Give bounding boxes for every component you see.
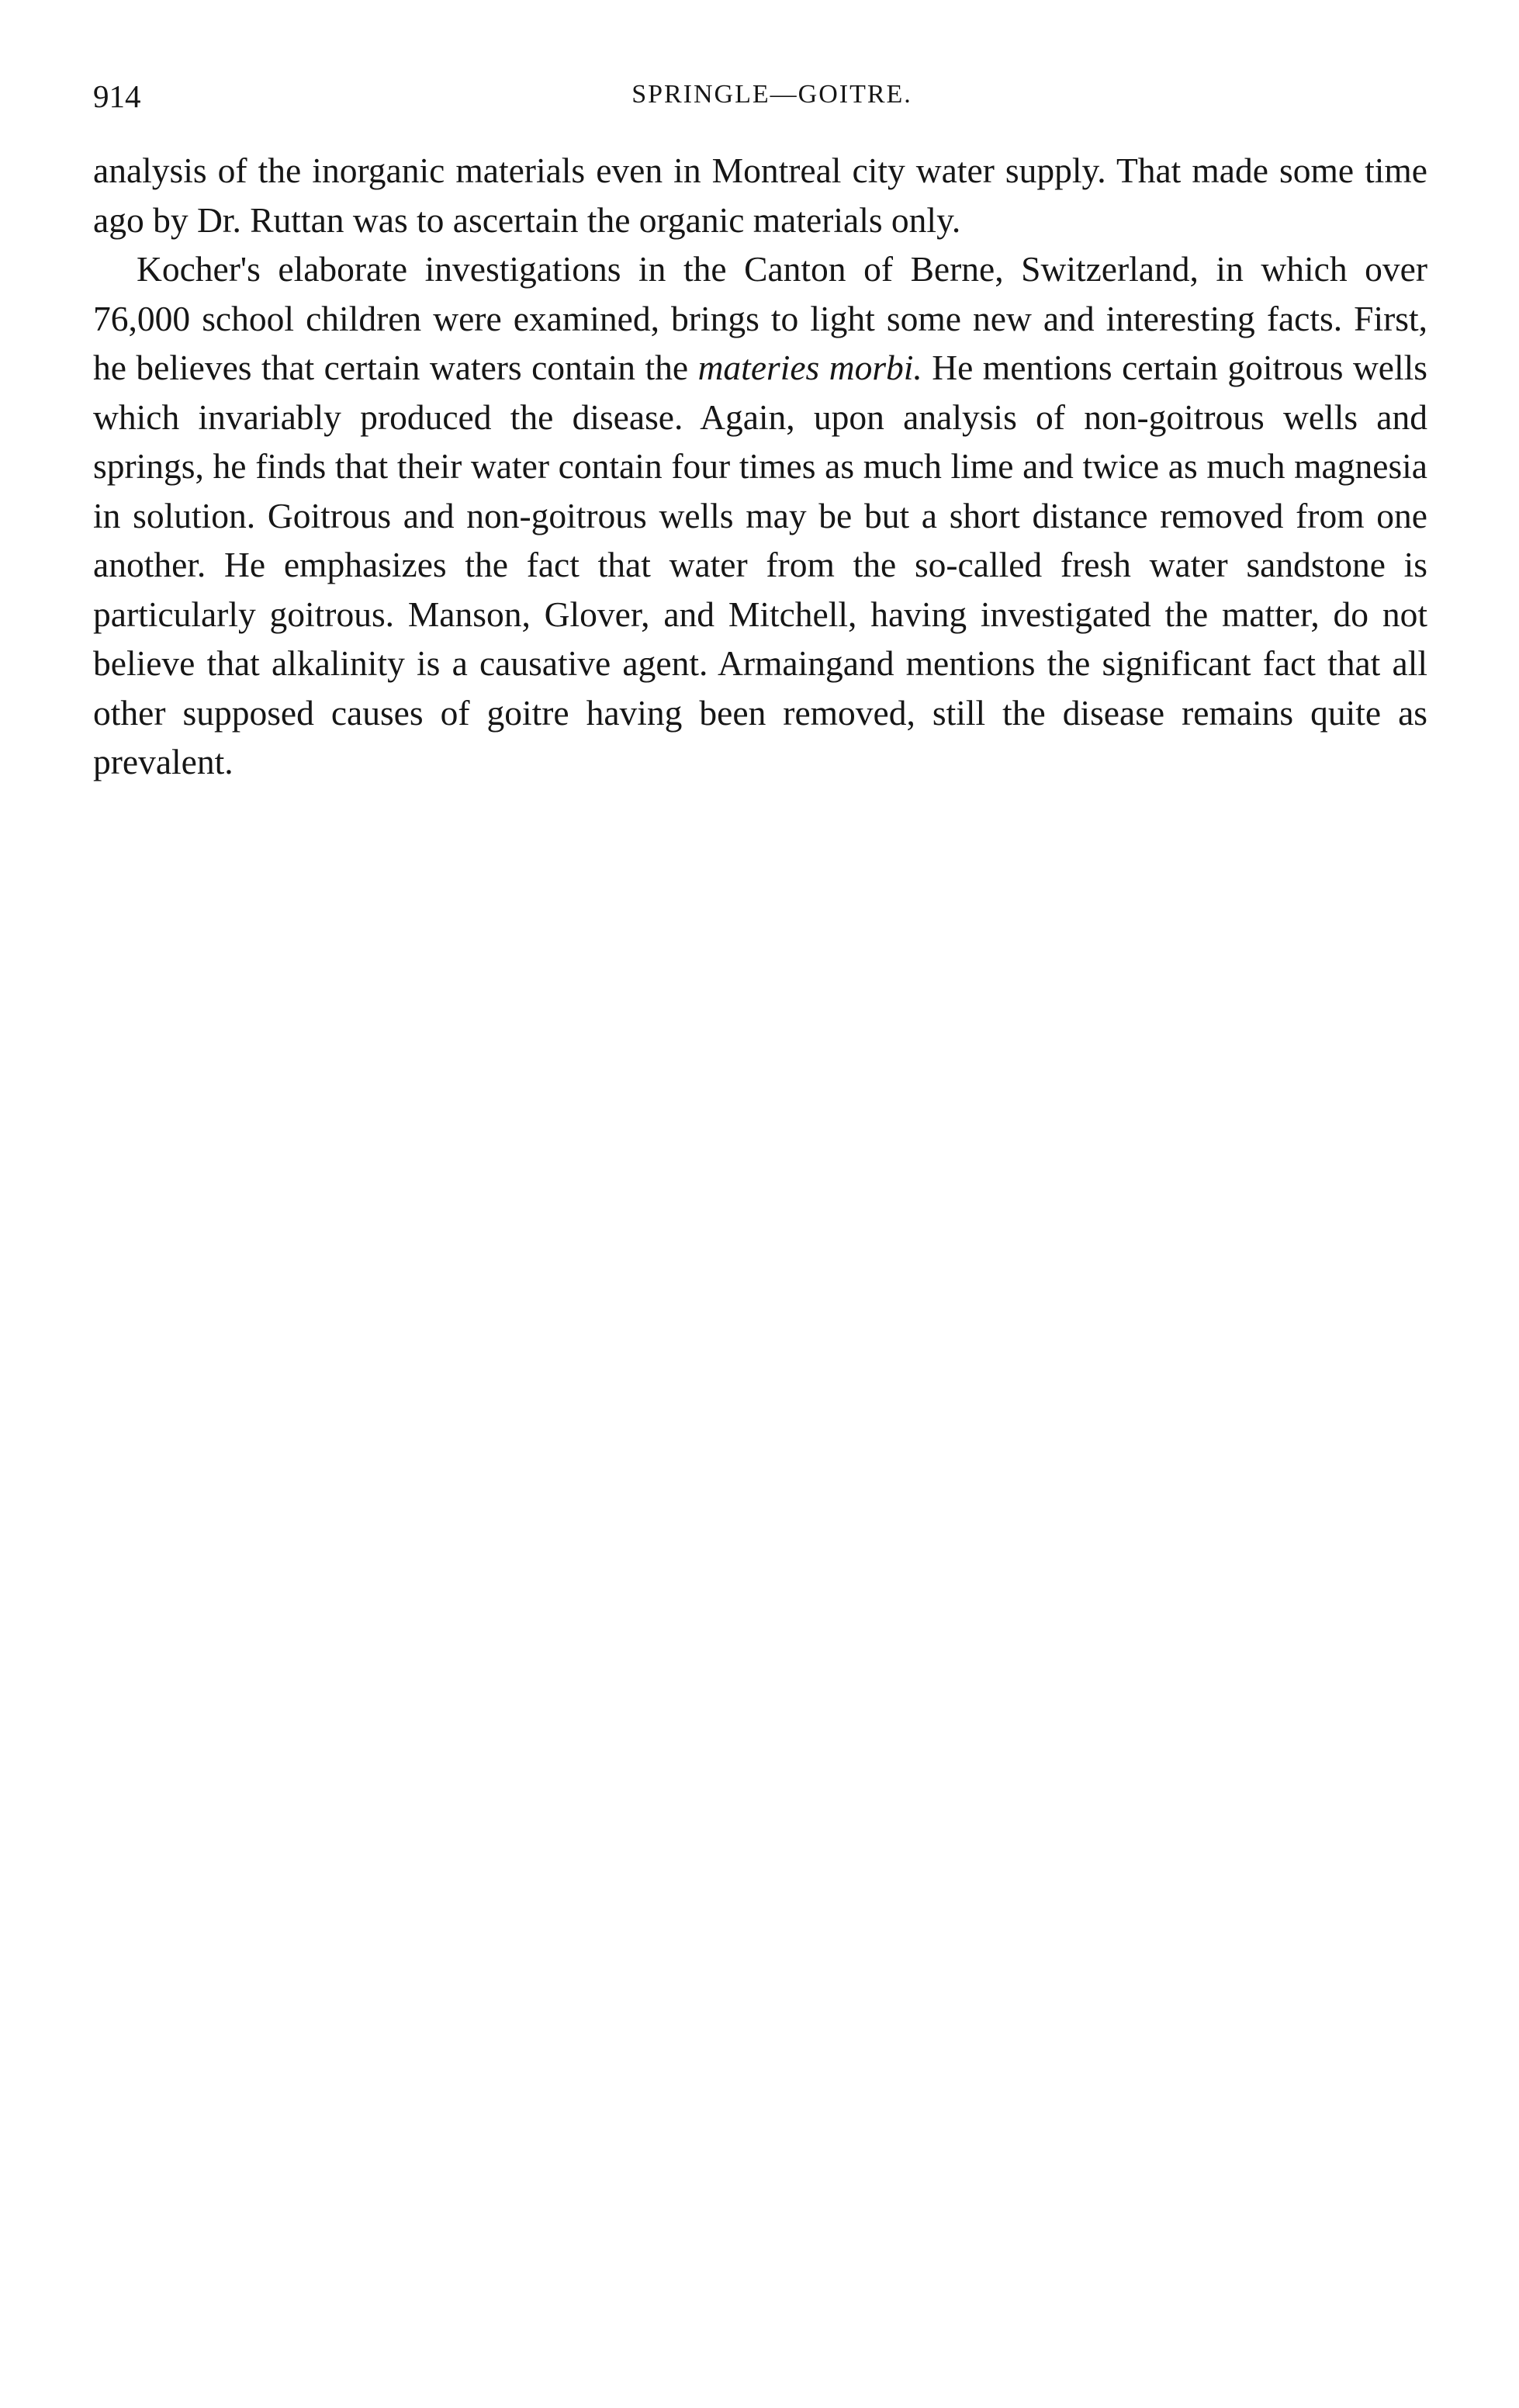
running-head	[93, 78, 1427, 132]
italic-phrase: materies morbi.	[697, 348, 922, 387]
page-number: 914	[93, 78, 141, 114]
running-title: SPRINGLE—GOITRE.	[631, 80, 912, 109]
paragraph-text: Kocher's elaborate investigations in the Canton of Berne, Switzerland, in which over 76,000 school children were examined, brings to light some new and interesting facts. First, he believes that certain waters contain the	[93, 249, 1427, 387]
body-text	[93, 146, 1427, 787]
paragraph-text: He mentions certain goitrous wells which invariably produced the disease. Again, upon analysis of non-goitrous wells and springs, he finds that their water contain four times as much lime and twice as much magnesia in solution. Goitrous and non-goitrous wells may be but a short distance removed from one another. He emphasizes the fact that water from the so-called fresh water sandstone is particularly goitrous. Manson, Glover, and Mitchell, having investigated the matter, do not believe that alkalinity is a causative agent. Armaingand mentions the significant fact that all other supposed causes of goitre having been removed, still the disease remains quite as prevalent.	[93, 348, 1427, 781]
paragraph-kocher	[93, 244, 1427, 787]
document-page	[93, 78, 1427, 787]
paragraph-continuation: analysis of the inorganic materials even in Montreal city water supply. That made some time ago by Dr. Ruttan was to ascertain the organic materials only.	[93, 151, 1427, 240]
